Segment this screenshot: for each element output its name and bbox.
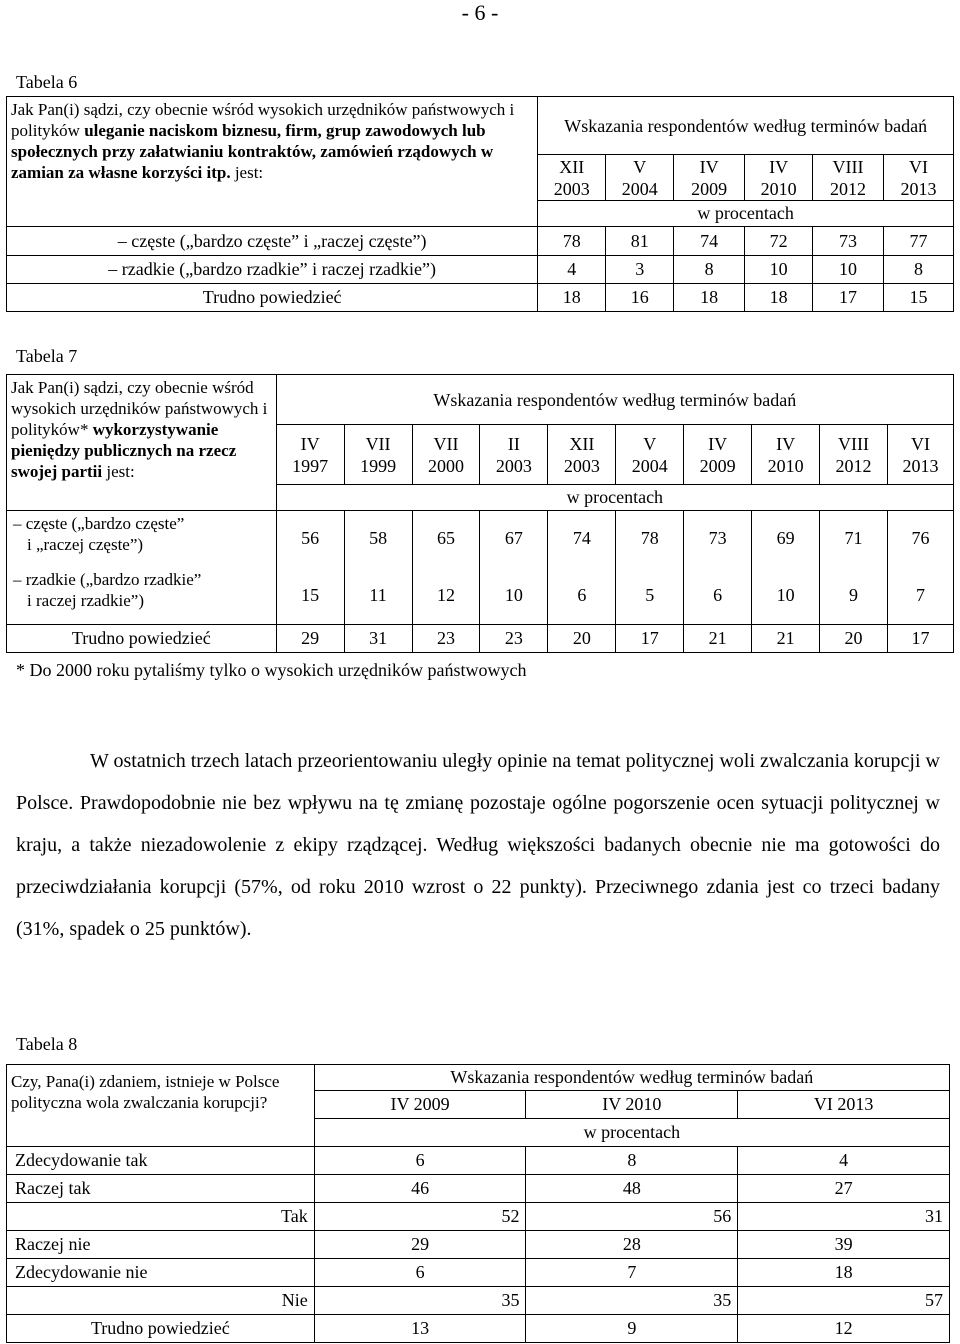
cell: 12 xyxy=(738,1315,950,1343)
cell: 29 xyxy=(314,1231,526,1259)
cell: 65 xyxy=(412,511,480,567)
cell: 56 xyxy=(526,1203,738,1231)
table8-percent-label: w procentach xyxy=(314,1119,949,1147)
cell: 9 xyxy=(820,567,888,625)
cell: 10 xyxy=(480,567,548,625)
table6-question: Jak Pan(i) sądzi, czy obecnie wśród wysokich urzędników państwowych i polityków uleganie naciskom biznesu, firm, grup zawodowych lub społecznych przy załatwianiu kontraktów, zamówień rządowych w zamian za własne korzyści itp. jest: xyxy=(7,97,538,227)
row-label: Raczej tak xyxy=(7,1175,315,1203)
cell: 21 xyxy=(684,625,752,653)
table7-survey-header: Wskazania respondentów według terminów badań xyxy=(276,375,953,425)
cell: 8 xyxy=(883,256,953,284)
cell: 17 xyxy=(616,625,684,653)
cell: 5 xyxy=(616,567,684,625)
cell: 78 xyxy=(616,511,684,567)
table7-caption: Tabela 7 xyxy=(16,346,78,366)
table-row xyxy=(7,1147,950,1175)
cell: 58 xyxy=(344,511,412,567)
cell: 31 xyxy=(738,1203,950,1231)
cell: 6 xyxy=(548,567,616,625)
table6 xyxy=(6,96,954,312)
table6-period: V 2004 xyxy=(606,155,674,201)
table7-percent-label: w procentach xyxy=(276,485,953,511)
table-row xyxy=(7,227,954,256)
cell: 73 xyxy=(684,511,752,567)
cell: 9 xyxy=(526,1315,738,1343)
table6-period: VIII 2012 xyxy=(813,155,884,201)
cell: 16 xyxy=(606,284,674,312)
table8-question: Czy, Pana(i) zdaniem, istnieje w Polsce polityczna wola zwalczania korupcji? xyxy=(7,1065,315,1147)
cell: 23 xyxy=(480,625,548,653)
cell: 18 xyxy=(745,284,813,312)
table6-caption: Tabela 6 xyxy=(16,72,78,92)
cell: 76 xyxy=(887,511,953,567)
cell: 10 xyxy=(813,256,884,284)
table8-period: IV 2009 xyxy=(314,1091,526,1119)
table-row xyxy=(7,567,954,625)
table-row-subtotal xyxy=(7,1287,950,1315)
cell: 35 xyxy=(526,1287,738,1315)
cell: 46 xyxy=(314,1175,526,1203)
row-label: Raczej nie xyxy=(7,1231,315,1259)
table6-survey-header: Wskazania respondentów według terminów badań xyxy=(538,97,954,155)
cell: 8 xyxy=(674,256,745,284)
row-label: – rzadkie („bardzo rzadkie” i raczej rzadkie”) xyxy=(7,567,277,625)
cell: 48 xyxy=(526,1175,738,1203)
cell: 20 xyxy=(820,625,888,653)
cell: 3 xyxy=(606,256,674,284)
table-row xyxy=(7,1175,950,1203)
cell: 8 xyxy=(526,1147,738,1175)
row-label: Trudno powiedzieć xyxy=(7,625,277,653)
table6-percent-label: w procentach xyxy=(538,201,954,227)
cell: 18 xyxy=(738,1259,950,1287)
table8-survey-header: Wskazania respondentów według terminów badań xyxy=(314,1065,949,1091)
cell: 7 xyxy=(887,567,953,625)
table7-period: VI 2013 xyxy=(887,425,953,485)
cell: 6 xyxy=(314,1147,526,1175)
cell: 28 xyxy=(526,1231,738,1259)
cell: 29 xyxy=(276,625,344,653)
table-row xyxy=(7,1259,950,1287)
table6-period: VI 2013 xyxy=(883,155,953,201)
table8-period: IV 2010 xyxy=(526,1091,738,1119)
cell: 13 xyxy=(314,1315,526,1343)
table-row xyxy=(7,1231,950,1259)
cell: 71 xyxy=(820,511,888,567)
cell: 74 xyxy=(674,227,745,256)
cell: 4 xyxy=(538,256,606,284)
table-row-subtotal xyxy=(7,1203,950,1231)
table-row xyxy=(7,256,954,284)
cell: 15 xyxy=(276,567,344,625)
table-row xyxy=(7,511,954,567)
table7-period: VIII 2012 xyxy=(820,425,888,485)
row-label: – częste („bardzo częste” i „raczej częste”) xyxy=(7,227,538,256)
cell: 67 xyxy=(480,511,548,567)
cell: 6 xyxy=(314,1259,526,1287)
cell: 7 xyxy=(526,1259,738,1287)
cell: 10 xyxy=(752,567,820,625)
row-label: Tak xyxy=(7,1203,315,1231)
cell: 11 xyxy=(344,567,412,625)
cell: 39 xyxy=(738,1231,950,1259)
cell: 23 xyxy=(412,625,480,653)
cell: 35 xyxy=(314,1287,526,1315)
table7-period: VII 2000 xyxy=(412,425,480,485)
cell: 69 xyxy=(752,511,820,567)
cell: 4 xyxy=(738,1147,950,1175)
page-number: - 6 - xyxy=(461,0,499,25)
table7-period: XII 2003 xyxy=(548,425,616,485)
table-row xyxy=(7,1315,950,1343)
cell: 12 xyxy=(412,567,480,625)
table7 xyxy=(6,374,954,653)
table8-period: VI 2013 xyxy=(738,1091,950,1119)
row-label: – częste („bardzo częste” i „raczej częste”) xyxy=(7,511,277,567)
cell: 57 xyxy=(738,1287,950,1315)
cell: 77 xyxy=(883,227,953,256)
row-label: Zdecydowanie tak xyxy=(7,1147,315,1175)
row-label: Trudno powiedzieć xyxy=(7,1315,315,1343)
cell: 18 xyxy=(674,284,745,312)
cell: 21 xyxy=(752,625,820,653)
table7-period: IV 2010 xyxy=(752,425,820,485)
table6-period: IV 2009 xyxy=(674,155,745,201)
table6-period: XII 2003 xyxy=(538,155,606,201)
cell: 31 xyxy=(344,625,412,653)
row-label: Trudno powiedzieć xyxy=(7,284,538,312)
table7-period: V 2004 xyxy=(616,425,684,485)
cell: 18 xyxy=(538,284,606,312)
cell: 10 xyxy=(745,256,813,284)
table8 xyxy=(6,1064,950,1343)
cell: 15 xyxy=(883,284,953,312)
cell: 6 xyxy=(684,567,752,625)
row-label: Nie xyxy=(7,1287,315,1315)
cell: 74 xyxy=(548,511,616,567)
table7-period: II 2003 xyxy=(480,425,548,485)
cell: 81 xyxy=(606,227,674,256)
row-label: – rzadkie („bardzo rzadkie” i raczej rzadkie”) xyxy=(7,256,538,284)
table7-period: IV 1997 xyxy=(276,425,344,485)
cell: 27 xyxy=(738,1175,950,1203)
cell: 20 xyxy=(548,625,616,653)
table8-caption: Tabela 8 xyxy=(16,1034,78,1054)
table-row xyxy=(7,625,954,653)
cell: 52 xyxy=(314,1203,526,1231)
cell: 72 xyxy=(745,227,813,256)
cell: 56 xyxy=(276,511,344,567)
table6-period: IV 2010 xyxy=(745,155,813,201)
table7-footnote: * Do 2000 roku pytaliśmy tylko o wysokich urzędników państwowych xyxy=(16,660,527,680)
table7-period: VII 1999 xyxy=(344,425,412,485)
body-paragraph: W ostatnich trzech latach przeorientowaniu uległy opinie na temat politycznej woli zwalczania korupcji w Polsce. Prawdopodobnie nie bez wpływu na tę zmianę pozostaje ogólne pogorszenie ocen sytuacji politycznej w kraju, a także niezadowolenie z ekipy rządzącej. Według większości badanych obecnie nie ma gotowości do przeciwdziałania korupcji (57%, od roku 2010 wzrost o 22 punkty). Przeciwnego zdania jest co trzeci badany (31%, spadek o 25 punktów). xyxy=(16,750,940,940)
table7-question: Jak Pan(i) sądzi, czy obecnie wśród wysokich urzędników państwowych i polityków* wykorzystywanie pieniędzy publicznych na rzecz swojej partii jest: xyxy=(7,375,277,511)
row-label: Zdecydowanie nie xyxy=(7,1259,315,1287)
cell: 78 xyxy=(538,227,606,256)
cell: 17 xyxy=(887,625,953,653)
table7-period: IV 2009 xyxy=(684,425,752,485)
table-row xyxy=(7,284,954,312)
cell: 73 xyxy=(813,227,884,256)
cell: 17 xyxy=(813,284,884,312)
